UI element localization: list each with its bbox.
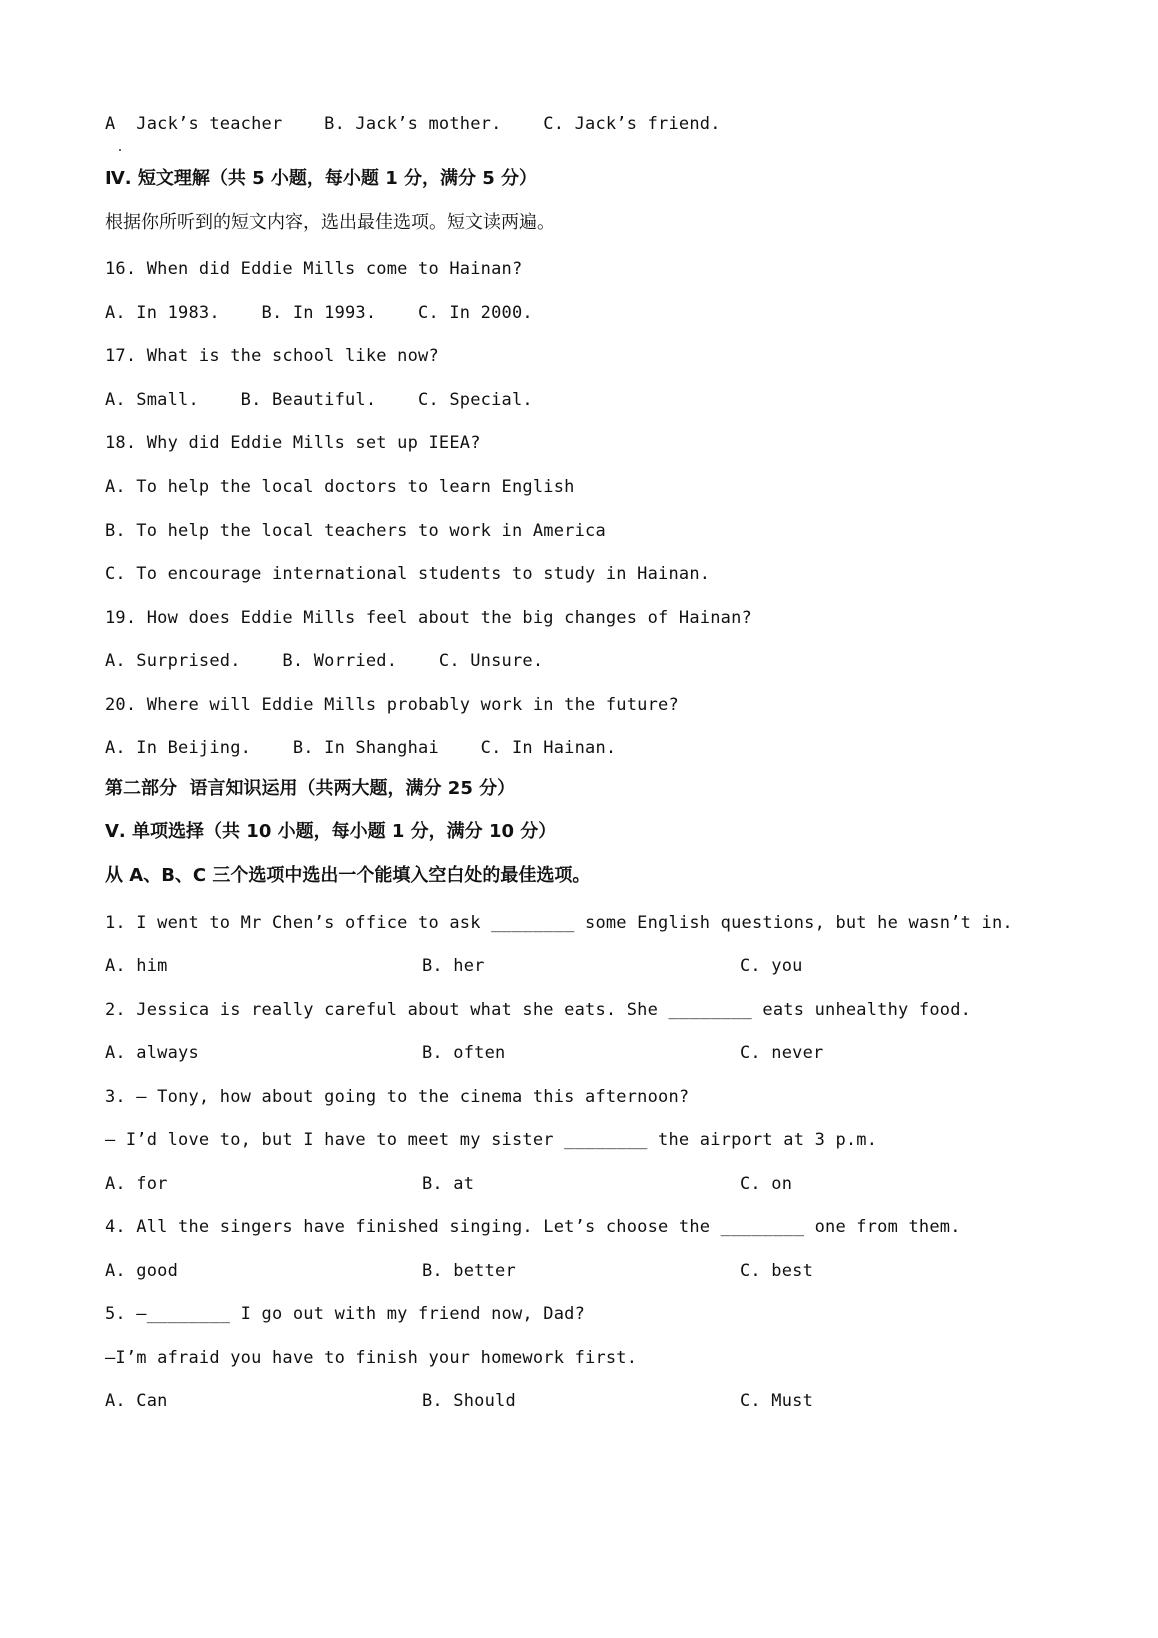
part2-heading: 第二部分 语言知识运用（共两大题，满分 25 分） xyxy=(105,778,516,799)
mc5-option-a: A. Can xyxy=(105,1391,168,1411)
mc2-option-b: B. often xyxy=(422,1043,506,1063)
mc3-option-a: A. for xyxy=(105,1174,168,1194)
mc2-text: 2. Jessica is really careful about what she eats. She ________ eats unhealthy food. xyxy=(105,1000,972,1020)
mc3-text: 3. — Tony, how about going to the cinema this afternoon? xyxy=(105,1087,690,1107)
section4-heading: Ⅳ. 短文理解（共 5 小题，每小题 1 分，满分 5 分） xyxy=(105,168,538,189)
mc4-option-c: C. best xyxy=(740,1261,814,1281)
q16-text: 16. When did Eddie Mills come to Hainan? xyxy=(105,259,523,279)
mc5-option-c: C. Must xyxy=(740,1391,814,1411)
q20-options: A. In Beijing. B. In Shanghai C. In Hainan. xyxy=(105,738,617,758)
section5-heading: Ⅴ. 单项选择（共 10 小题，每小题 1 分，满分 10 分） xyxy=(105,821,557,842)
mc1-option-c: C. you xyxy=(740,956,803,976)
q17-options: A. Small. B. Beautiful. C. Special. xyxy=(105,390,533,410)
mc1-option-b: B. her xyxy=(422,956,485,976)
q16-options: A. In 1983. B. In 1993. C. In 2000. xyxy=(105,303,533,323)
mc2-option-c: C. never xyxy=(740,1043,824,1063)
q18-option-b: B. To help the local teachers to work in America xyxy=(105,521,606,541)
mc3-text-2: — I’d love to, but I have to meet my sister ________ the airport at 3 p.m. xyxy=(105,1130,878,1150)
q18-option-c: C. To encourage international students to study in Hainan. xyxy=(105,564,711,584)
q17-text: 17. What is the school like now? xyxy=(105,346,439,366)
mc2-option-a: A. always xyxy=(105,1043,199,1063)
mc4-option-b: B. better xyxy=(422,1261,516,1281)
q18-text: 18. Why did Eddie Mills set up IEEA? xyxy=(105,433,481,453)
mc3-option-c: C. on xyxy=(740,1174,793,1194)
mc5-text-2: —I’m afraid you have to finish your homework first. xyxy=(105,1348,638,1368)
mc3-option-b: B. at xyxy=(422,1174,475,1194)
mc5-option-b: B. Should xyxy=(422,1391,516,1411)
stray-dot xyxy=(119,149,121,151)
mc1-option-a: A. him xyxy=(105,956,168,976)
mc1-text: 1. I went to Mr Chen’s office to ask ________ some English questions, but he wasn’t in. xyxy=(105,913,1013,933)
q19-text: 19. How does Eddie Mills feel about the big changes of Hainan? xyxy=(105,608,752,628)
q18-option-a: A. To help the local doctors to learn English xyxy=(105,477,575,497)
q19-options: A. Surprised. B. Worried. C. Unsure. xyxy=(105,651,544,671)
section5-instruction: 从 A、B、C 三个选项中选出一个能填入空白处的最佳选项。 xyxy=(105,865,591,886)
mc4-option-a: A. good xyxy=(105,1261,179,1281)
mc4-text: 4. All the singers have finished singing. Let’s choose the ________ one from them. xyxy=(105,1217,961,1237)
q20-text: 20. Where will Eddie Mills probably work in the future? xyxy=(105,695,679,715)
q15-options: A Jack’s teacher B. Jack’s mother. C. Jack’s friend. xyxy=(105,114,721,134)
mc5-text: 5. —________ I go out with my friend now, Dad? xyxy=(105,1304,586,1324)
section4-instruction: 根据你所听到的短文内容，选出最佳选项。短文读两遍。 xyxy=(105,212,555,233)
